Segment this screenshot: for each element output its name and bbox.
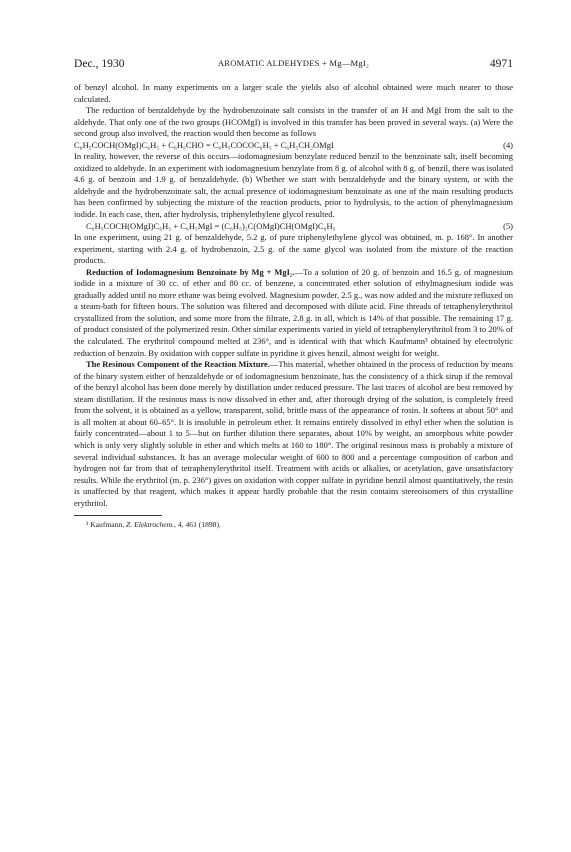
section-text-benzoinate: —To a solution of 20 g. of benzoin and 16.5 g. of magnesium iodide in a mixture of 30 cc. of ether and 80 cc. of benzene, a concentrated ether solution of ethylmagnesium iodide was gradually added until no more ethane was being evolved. Magnesium powder, 2.5 g., was now added and the mixture refluxed on a steam-bath for fifteen hours. The solution was filtered and decomposed with dilute acid. Fine threads of tetraphenylerythritol crystallized from the solution, and some more from the filtrate, 2.8 g. in all, which is 14% of that possible. The remaining 17 g. of product consisted of the polymerized resin. Other similar experiments varied in yield of tetraphenylerythritol from 3 to 20% of the calculated. The erythritol compound melted at 236°, and is identical with that which Kaufmann³ obtained by electrolytic reduction of benzoin. By oxidation with copper sulfate in pyridine it gives benzil, almost weight for weight.: [74, 266, 513, 358]
footnote-marker: ³: [86, 520, 89, 530]
article-body: [74, 82, 513, 530]
footnote-journal: Z. Elektrochem.,: [126, 520, 176, 530]
paragraph-experiment: In one experiment, using 21 g. of benzaldehyde, 5.2 g. of pure triphenylethylene glycol was obtained, m. p. 168°. In another experiment, starting with 2.4 g. of hydrobenzoin, 2.5 g. of the same glycol was isolated from the mixture of the reaction products.: [74, 232, 513, 266]
section-resinous-component: [74, 359, 513, 509]
paragraph-reduction: The reduction of benzaldehyde by the hydrobenzoinate salt consists in the transfer of an H and MgI from the salt to the aldehyde. That only one of the two groups (HCOMgI) is involved in this transfer has been proved in several ways. (a) Were the second group also involved, the reaction would then become as follows: [74, 105, 513, 139]
paragraph-reality: In reality, however, the reverse of this occurs—iodomagnesium benzylate reduced benzil to the benzoinate salt, itself becoming oxidized to aldehyde. In an experiment with iodomagnesium benzylate from 8 g. of alcohol with 8 g. of benzil, there was isolated 4.6 g. of benzoin and 1.9 g. of benzaldehyde. (b) Whether we start with benzaldehyde and the binary system, or with the aldehyde and the hydrobenzoinate salt, the actual presence of iodomagnesium benzoinate as one of the main resulting products has been confirmed by subjecting the mixture of the reaction products, prior to hydrolysis, to the action of phenylmagnesium iodide. In each case, then, after hydrolysis, triphenylethylene glycol resulted.: [74, 151, 513, 220]
header-date: Dec., 1930: [74, 57, 125, 70]
page-header: [74, 57, 513, 73]
footnote-divider: [74, 515, 162, 516]
section-text-resin: —This material, whether obtained in the process of reduction by means of the binary system either of benzaldehyde or of iodomagnesium benzoinate, has the consistency of a thick sirup if the removal of the benzyl alcohol has been done merely by distillation under reduced pressure. The last traces of alcohol are best removed by steam distillation. If the resinous mass is now dissolved in ether and, after thorough drying of the solution, is completely freed from the solvent, it is obtained as a yellow, transparent, solid, brittle mass of the appearance of rosin. It softens at about 50° and is all molten at about 60–65°. It is insoluble in petroleum ether. It remains entirely dissolved in ethyl ether when the solution is fairly concentrated—about 1 to 5—but on further dilution there separates, about 10% by weight, an amorphous white powder which is only very slightly soluble in ether and which melts at 160 to 180°. The original resinous mass is probably a mixture of several individual substances. It has an average molecular weight of 600 to 800 and a percentage composition of carbon and hydrogen not far from that of tetraphenylerythritol itself. Treatment with acids or alkalies, or acetylation, gave unsatisfactory results. While the erythritol (m. p. 236°) gives on oxidation with copper sulfate in pyridine benzil almost quantitatively, the resin is unaffected by that reagent, which makes it appear hardly probable that the resin contains stereoisomers of this crystalline erythritol.: [74, 359, 513, 508]
equation-5-number: (5): [503, 220, 513, 231]
equation-5: [74, 221, 513, 233]
paragraph-continuation: of benzyl alcohol. In many experiments on a larger scale the yields also of alcohol obtained were much nearer to those calculated.: [74, 82, 513, 104]
section-heading-resin: The Resinous Component of the Reaction Mixture.: [86, 359, 270, 370]
footnote-author: Kaufmann,: [90, 520, 125, 530]
section-benzoinate-reduction: [74, 267, 513, 359]
footnote-citation: 4, 461 (1898).: [177, 520, 221, 530]
running-title: AROMATIC ALDEHYDES + Mg—MgI₂: [217, 58, 370, 68]
equation-5-text: C₆H₅COCH(OMgI)C₆H₅ + C₆H₅MgI = (C₆H₅)₂C(OMgI)CH(OMgI)C₆H₅: [86, 220, 336, 231]
equation-4-text: C₆H₅COCH(OMgI)C₆H₅ + C₆H₅CHO = C₆H₅COCOC₆H₅ + C₆H₅CH₂OMgI: [74, 139, 334, 150]
page-number: 4971: [489, 57, 513, 70]
equation-4: [74, 140, 513, 152]
equation-4-number: (4): [503, 139, 513, 150]
section-heading-benzoinate: Reduction of Iodomagnesium Benzoinate by Mg + MgI₂.: [86, 266, 295, 277]
footnote: [74, 520, 513, 530]
